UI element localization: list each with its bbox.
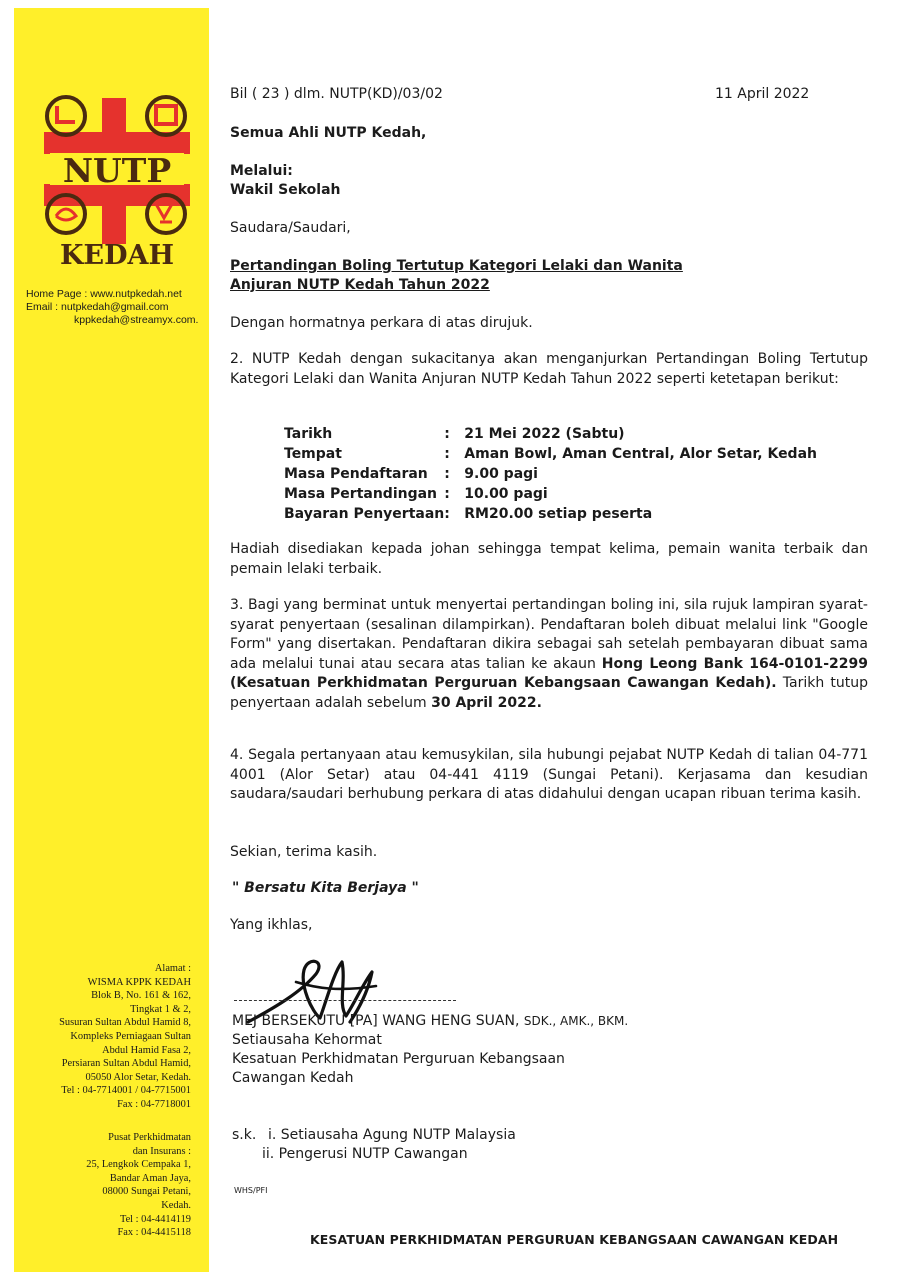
paragraph-2: 2. NUTP Kedah dengan sukacitanya akan menganjurkan Pertandingan Boling Tertutup Kategori Lelaki dan Wanita Anjuran NUTP Kedah Tahun 2022 seperti ketetapan berikut:: [230, 351, 868, 387]
contact-info: [26, 288, 210, 327]
nutp-kedah-logo: [40, 92, 194, 268]
detail-row: [284, 484, 817, 504]
address-line: Susuran Sultan Abdul Hamid 8,: [59, 1017, 191, 1029]
address-line: dan Insurans :: [132, 1145, 191, 1157]
detail-row: [284, 464, 817, 484]
letter-date: 11 April 2022: [715, 86, 810, 102]
subject-line-1: Pertandingan Boling Tertutup Kategori Lelaki dan Wanita: [230, 258, 683, 274]
address-line: Tel : 04-7714001 / 04-7715001: [61, 1085, 191, 1097]
detail-row: [284, 504, 817, 524]
address-line: Blok B, No. 161 & 162,: [91, 990, 191, 1002]
detail-colon: :: [444, 466, 450, 482]
detail-value: Aman Bowl, Aman Central, Alor Setar, Kedah: [464, 446, 817, 462]
address-line: Alamat :: [154, 963, 191, 974]
paragraph-4: 4. Segala pertanyaan atau kemusykilan, sila hubungi pejabat NUTP Kedah di talian 04-771 4001 (Alor Setar) atau 04-441 4119 (Sungai Petani). Kerjasama dan kesudian saudara/saudari berhubung perkara di atas didahului dengan ucapan ribuan terima kasih.: [230, 747, 868, 803]
branch-office-address: [11, 1131, 191, 1240]
logo-word: NUTP: [62, 151, 172, 190]
detail-label: Bayaran Penyertaan: [284, 506, 445, 522]
detail-label: Masa Pendaftaran: [284, 466, 428, 482]
address-line: 08000 Sungai Petani,: [102, 1186, 191, 1198]
detail-colon: :: [444, 446, 450, 462]
detail-colon: :: [444, 506, 450, 522]
signature-line: [234, 1000, 456, 1001]
address-line: Pusat Perkhidmatan: [108, 1132, 191, 1143]
homepage: Home Page : www.nutpkedah.net: [26, 288, 182, 300]
reference-number: Bil ( 23 ) dlm. NUTP(KD)/03/02: [230, 86, 443, 102]
cc-recipient-2: ii. Pengerusi NUTP Cawangan: [262, 1146, 468, 1162]
address-line: Tel : 04-4414119: [119, 1213, 191, 1225]
address-line: Fax : 04-7718001: [117, 1098, 191, 1110]
paragraph-3-text: 3. Bagi yang berminat untuk menyertai pertandingan boling ini, sila rujuk lampiran syarat-syarat penyertaan (sesalinan dilampirkan). Pendaftaran boleh dibuat melalui link "Google Form" yang disertakan. Pendaftaran dikira sebagai sah setelah pembayaran dibuat sama ada melalui tunai atau secara atas talian ke akaun: [230, 597, 868, 672]
detail-value: 9.00 pagi: [464, 466, 538, 482]
detail-colon: :: [444, 486, 450, 502]
signer-name: [232, 1012, 628, 1031]
address-line: Fax : 04-4415118: [117, 1227, 191, 1239]
cc-label: s.k.: [232, 1127, 257, 1143]
prize-note: Hadiah disediakan kepada johan sehingga tempat kelima, pemain wanita terbaik dan pemain lelaki terbaik.: [230, 541, 868, 577]
footer-organization: KESATUAN PERKHIDMATAN PERGURUAN KEBANGSAAN CAWANGAN KEDAH: [310, 1232, 839, 1247]
motto: " Bersatu Kita Berjaya ": [232, 880, 419, 896]
signer-role: Setiausaha Kehormat: [232, 1032, 382, 1048]
address-line: Tingkat 1 & 2,: [130, 1003, 191, 1015]
detail-value: 10.00 pagi: [464, 486, 548, 502]
address-line: Persiaran Sultan Abdul Hamid,: [61, 1058, 191, 1070]
head-office-address: [11, 962, 191, 1112]
event-details: [284, 424, 817, 524]
paragraph-3-closing: Tarikh tutup penyertaan adalah sebelum: [230, 675, 869, 711]
via-recipient: Wakil Sekolah: [230, 182, 341, 198]
detail-row: [284, 424, 817, 444]
detail-colon: :: [444, 426, 450, 442]
address-line: 25, Lengkok Cempaka 1,: [86, 1159, 191, 1171]
detail-value: 21 Mei 2022 (Sabtu): [464, 426, 625, 442]
letterhead-sidebar: [14, 8, 209, 1272]
via-label: Melalui:: [230, 163, 293, 179]
closing-text: Sekian, terima kasih.: [230, 844, 378, 860]
paragraph-3: [230, 596, 868, 714]
signer-titles: SDK., AMK., BKM.: [523, 1014, 629, 1028]
detail-row: [284, 444, 817, 464]
detail-label: Masa Pertandingan: [284, 486, 438, 502]
logo-subword: KEDAH: [60, 240, 174, 268]
organization-line-1: Kesatuan Perkhidmatan Perguruan Kebangsaan: [232, 1051, 565, 1067]
salutation: Saudara/Saudari,: [230, 220, 351, 236]
address-line: Kompleks Perniagaan Sultan: [70, 1030, 191, 1042]
detail-label: Tarikh: [284, 426, 333, 442]
paragraph-1: Dengan hormatnya perkara di atas dirujuk.: [230, 315, 533, 331]
email-secondary: kppkedah@streamyx.com.: [74, 314, 199, 326]
signer-name-text: MEJ BERSEKUTU [PA] WANG HENG SUAN,: [232, 1013, 520, 1029]
closing-date: 30 April 2022.: [431, 694, 542, 711]
detail-label: Tempat: [284, 446, 342, 462]
email-primary: Email : nutpkedah@gmail.com: [26, 301, 169, 313]
bank-account: Hong Leong Bank 164-0101-2299 (Kesatuan Perkhidmatan Perguruan Kebangsaan Cawangan Kedah).: [230, 655, 868, 692]
subject-line-2: Anjuran NUTP Kedah Tahun 2022: [230, 277, 490, 293]
detail-value: RM20.00 setiap peserta: [464, 506, 653, 522]
address-line: Kedah.: [161, 1199, 191, 1211]
recipient: Semua Ahli NUTP Kedah,: [230, 125, 427, 141]
initials: WHS/PFI: [234, 1186, 268, 1195]
address-line: Bandar Aman Jaya,: [109, 1172, 191, 1184]
cc-recipient-1: i. Setiausaha Agung NUTP Malaysia: [268, 1127, 516, 1143]
address-line: Abdul Hamid Fasa 2,: [102, 1044, 191, 1056]
organization-line-2: Cawangan Kedah: [232, 1070, 354, 1086]
sign-off: Yang ikhlas,: [230, 917, 313, 933]
address-line: 05050 Alor Setar, Kedah.: [85, 1071, 191, 1083]
address-line: WISMA KPPK KEDAH: [87, 976, 191, 988]
